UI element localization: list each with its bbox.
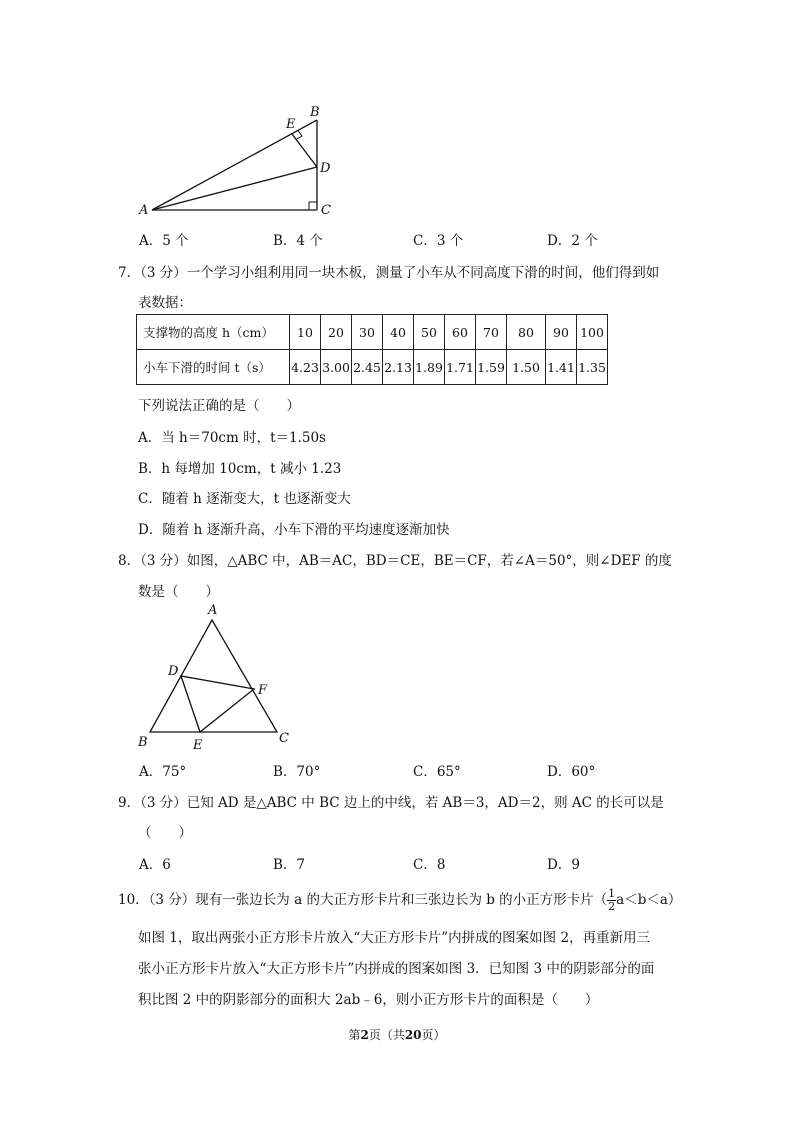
- q8-stem-line2: 数是（ ）: [138, 584, 219, 600]
- q10-stem-line1-text: 10．（3 分）现有一张边长为 a 的大正方形卡片和三张边长为 b 的小正方形卡片（: [118, 892, 608, 908]
- table-cell: 1.89: [414, 350, 445, 385]
- label-f: F: [258, 683, 268, 698]
- table-cell: 10: [290, 315, 321, 350]
- table-cell: 1.59: [476, 350, 507, 385]
- label-e: E: [193, 738, 203, 753]
- label-c: C: [279, 731, 289, 746]
- footer-total-pages: 20: [404, 1028, 422, 1042]
- footer-prefix: 第: [348, 1028, 361, 1042]
- right-angle-mark-e: [296, 131, 302, 140]
- right-angle-mark-c: [309, 202, 317, 210]
- table-cell: 90: [546, 315, 577, 350]
- table-cell: 50: [414, 315, 445, 350]
- page-footer: [0, 1026, 794, 1043]
- figure-isosceles-triangle: [130, 600, 300, 755]
- fraction-one-half: [607, 888, 616, 913]
- fraction-numerator: 1: [608, 887, 616, 900]
- q6-option-b[interactable]: B．4 个: [273, 233, 323, 249]
- table-cell: 4.23: [290, 350, 321, 385]
- q10-stem-line3: 张小正方形卡片放入“大正方形卡片”内拼成的图案如图 3．已知图 3 中的阴影部分的面: [138, 961, 655, 977]
- q7-option-a[interactable]: A．当 h＝70cm 时，t＝1.50s: [138, 430, 326, 446]
- q7-option-b[interactable]: B．h 每增加 10cm，t 减小 1.23: [138, 461, 342, 477]
- q8-option-b[interactable]: B．70°: [273, 764, 321, 780]
- q9-option-c[interactable]: C．8: [413, 857, 446, 873]
- table-cell: 1.35: [577, 350, 608, 385]
- q7-data-table: [136, 314, 608, 385]
- q9-option-b[interactable]: B．7: [273, 857, 306, 873]
- q8-option-c[interactable]: C．65°: [413, 764, 461, 780]
- q10-stem-line4: 积比图 2 中的阴影部分的面积大 2ab﹣6，则小正方形卡片的面积是（ ）: [138, 992, 599, 1008]
- q8-stem-line1: 8．（3 分）如图，△ABC 中，AB＝AC，BD＝CE，BE＝CF，若∠A＝50°，则∠DEF 的度: [118, 553, 672, 569]
- q7-option-d[interactable]: D．随着 h 逐渐升高，小车下滑的平均速度逐渐加快: [138, 522, 450, 538]
- table-cell: 2.45: [352, 350, 383, 385]
- table-cell: 1.50: [507, 350, 546, 385]
- figure-right-triangle: [130, 100, 350, 225]
- q9-option-d[interactable]: D．9: [547, 857, 580, 873]
- triangle-def: [181, 676, 254, 732]
- q8-option-d[interactable]: D．60°: [547, 764, 596, 780]
- q6-option-c[interactable]: C．3 个: [413, 233, 464, 249]
- table-cell: 1.71: [445, 350, 476, 385]
- q7-option-c[interactable]: C．随着 h 逐渐变大，t 也逐渐变大: [138, 491, 351, 507]
- label-d: D: [320, 161, 331, 176]
- table-row-time: [137, 350, 608, 385]
- footer-middle: 页（共: [368, 1028, 405, 1042]
- label-a: A: [208, 603, 218, 618]
- table-cell: 80: [507, 315, 546, 350]
- table-cell: 20: [321, 315, 352, 350]
- q10-stem-line2: 如图 1，取出两张小正方形卡片放入“大正方形卡片”内拼成的图案如图 2，再重新用三: [138, 930, 651, 946]
- label-c: C: [321, 203, 331, 218]
- table-row-height: [137, 315, 608, 350]
- q6-option-d[interactable]: D．2 个: [547, 233, 598, 249]
- footer-suffix: 页）: [421, 1028, 446, 1042]
- footer-page-number: 2: [360, 1028, 369, 1042]
- segment-de: [292, 134, 317, 167]
- label-a: A: [139, 203, 149, 218]
- q10-stem-line1-tail: a＜b＜a）: [616, 892, 682, 908]
- table-cell: 1.41: [546, 350, 577, 385]
- table-cell: 30: [352, 315, 383, 350]
- table-header-height: 支撑物的高度 h（cm）: [137, 315, 290, 350]
- q7-stem-line1: 7．（3 分）一个学习小组利用同一块木板，测量了小车从不同高度下滑的时间，他们得到如: [118, 265, 660, 281]
- segment-ab: [152, 120, 317, 210]
- q7-stem-line2: 表数据：: [138, 295, 192, 311]
- table-cell: 3.00: [321, 350, 352, 385]
- table-cell: 70: [476, 315, 507, 350]
- label-b: B: [310, 105, 320, 120]
- q7-prompt: 下列说法正确的是（ ）: [138, 398, 300, 414]
- table-cell: 100: [577, 315, 608, 350]
- q10-stem-line1: [118, 888, 681, 913]
- fraction-denominator: 2: [608, 900, 616, 913]
- table-cell: 60: [445, 315, 476, 350]
- q9-stem-line2: （ ）: [138, 825, 192, 841]
- q6-option-a[interactable]: A．5 个: [139, 233, 189, 249]
- label-e: E: [286, 117, 296, 132]
- label-b: B: [138, 735, 148, 750]
- q8-option-a[interactable]: A．75°: [139, 764, 187, 780]
- q9-option-a[interactable]: A．6: [139, 857, 171, 873]
- table-header-time: 小车下滑的时间 t（s）: [137, 350, 290, 385]
- table-cell: 40: [383, 315, 414, 350]
- segment-ad: [152, 167, 317, 210]
- table-cell: 2.13: [383, 350, 414, 385]
- label-d: D: [168, 664, 179, 679]
- q9-stem-line1: 9．（3 分）已知 AD 是△ABC 中 BC 边上的中线，若 AB＝3，AD＝2，则 AC 的长可以是: [118, 795, 664, 811]
